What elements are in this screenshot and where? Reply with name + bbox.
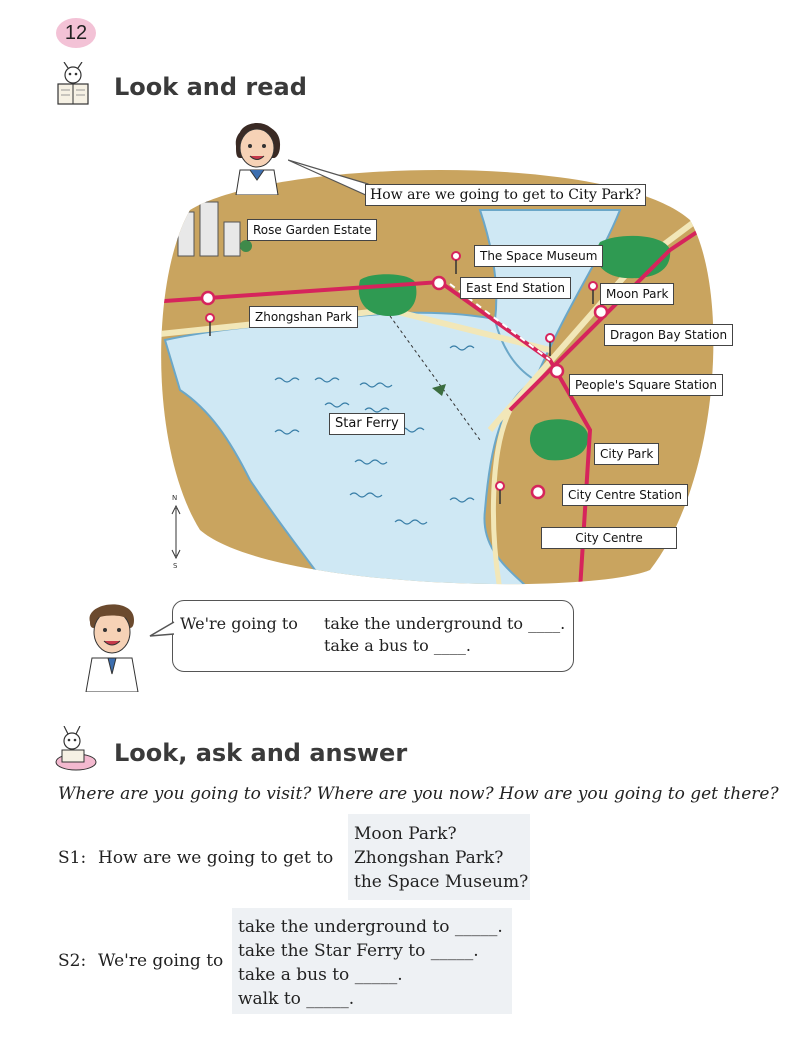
page-number: 12 [56, 18, 96, 48]
girl-speech-pointer [288, 150, 370, 200]
s1-label: S1: [58, 848, 87, 868]
label-rose-garden-estate: Rose Garden Estate [247, 219, 377, 241]
s2-option-star-ferry: take the Star Ferry to _____. [238, 941, 479, 961]
label-city-centre-station: City Centre Station [562, 484, 688, 506]
ant-relaxing-icon [52, 726, 94, 772]
s1-question: How are we going to get to [98, 848, 334, 868]
s1-option-moon-park: Moon Park? [354, 824, 457, 844]
s2-label: S2: [58, 951, 87, 971]
label-dragon-bay-station: Dragon Bay Station [604, 324, 733, 346]
boy-speech-option-underground: take the underground to ____. [324, 614, 566, 633]
compass-south-label: S [173, 562, 178, 570]
label-city-park: City Park [594, 443, 659, 465]
label-peoples-square-station: People's Square Station [569, 374, 723, 396]
compass-arrow-icon [172, 506, 180, 558]
label-east-end-station: East End Station [460, 277, 571, 299]
moon-park-area [596, 236, 670, 278]
compass-north-label: N [172, 494, 178, 502]
label-star-ferry: Star Ferry [329, 413, 405, 435]
girl-question: How are we going to get to City Park? [365, 184, 646, 206]
exercise-instruction: Where are you going to visit? Where are you now? How are you going to get there? [58, 784, 779, 804]
girl-character [222, 110, 292, 199]
label-zhongshan-park: Zhongshan Park [249, 306, 358, 328]
boy-speech-pointer [148, 620, 176, 646]
ant-reading-icon [52, 62, 94, 108]
city-map [150, 150, 730, 590]
s2-option-bus: take a bus to _____. [238, 965, 403, 985]
label-city-centre: City Centre [541, 527, 677, 549]
city-park-area [530, 419, 588, 460]
s1-option-zhongshan-park: Zhongshan Park? [354, 848, 504, 868]
s2-option-underground: take the underground to _____. [238, 917, 503, 937]
s1-option-space-museum: the Space Museum? [354, 872, 529, 892]
s2-option-walk: walk to _____. [238, 989, 355, 1009]
s2-lead: We're going to [98, 951, 224, 971]
boy-speech-option-bus: take a bus to ____. [324, 636, 471, 655]
label-moon-park: Moon Park [600, 283, 674, 305]
section-title-look-ask-answer: Look, ask and answer [114, 739, 408, 767]
section-title-look-and-read: Look and read [114, 73, 307, 101]
boy-speech-lead: We're going to [180, 614, 298, 633]
label-space-museum: The Space Museum [474, 245, 603, 267]
boy-character [76, 594, 148, 696]
